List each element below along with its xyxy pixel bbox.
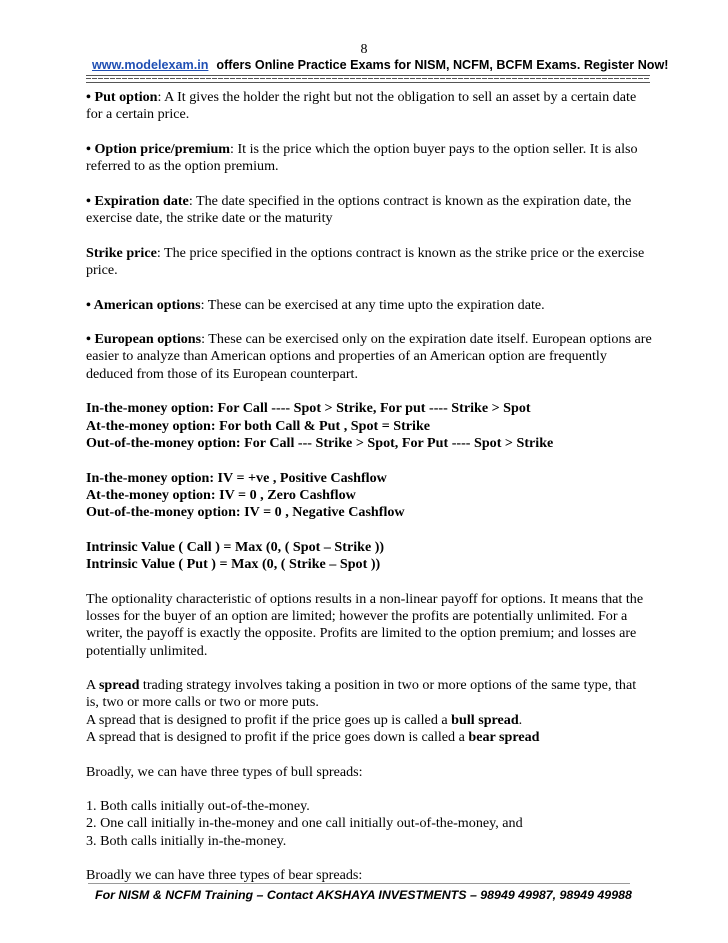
- definition-term: • Option price/premium: [86, 140, 231, 157]
- header-divider: [86, 75, 650, 83]
- site-link[interactable]: www.modelexam.in: [92, 58, 209, 72]
- document-body: [86, 89, 652, 885]
- spread-term: spread: [98, 677, 140, 694]
- definition-term: Strike price: [86, 244, 157, 261]
- intrinsic-value-call: Intrinsic Value ( Call ) = Max (0, ( Spot – Strike )): [86, 538, 385, 555]
- definition-european-options: [86, 331, 652, 383]
- footer-divider: [88, 883, 630, 884]
- intrinsic-value-put: Intrinsic Value ( Put ) = Max (0, ( Strike – Spot )): [86, 556, 381, 573]
- moneyness-otm: Out-of-the-money option: For Call --- Strike > Spot, For Put ---- Spot > Strike: [86, 434, 554, 451]
- definition-term: • American options: [86, 296, 201, 313]
- page-number: 8: [360, 42, 368, 57]
- definition-text: : These can be exercised only on the expiration date itself. European options are easier to analyze than American options and properties of an American option are frequently deduced from those of its European counterpart.: [86, 331, 652, 382]
- definition-text: : The price specified in the options contract is known as the strike price or the exercise price.: [86, 244, 645, 278]
- bull-spread-end: .: [518, 711, 523, 728]
- spread-intro-text: trading strategy involves taking a position in two or more options of the same type, that is, two or more calls or two or more puts.: [86, 677, 637, 711]
- definition-text: : The date specified in the options contract is known as the expiration date, the exercise date, the strike date or the maturity: [86, 192, 632, 227]
- definition-text: : These can be exercised at any time upto the expiration date.: [200, 296, 545, 313]
- header-tagline: offers Online Practice Exams for NISM, NCFM, BCFM Exams. Register Now!: [216, 58, 669, 72]
- list-item: 3. Both calls initially in-the-money.: [86, 832, 287, 849]
- moneyness-atm: At-the-money option: For both Call & Put , Spot = Strike: [86, 417, 431, 434]
- intrinsic-value-block: [86, 539, 652, 574]
- bear-spreads-intro: Broadly we can have three types of bear spreads:: [86, 867, 363, 884]
- definition-term: • Expiration date: [86, 192, 189, 209]
- list-item: 2. One call initially in-the-money and one call initially out-of-the-money, and: [86, 815, 523, 832]
- definition-term: • Put option: [86, 89, 158, 105]
- page-footer: For NISM & NCFM Training – Contact AKSHAYA INVESTMENTS – 98949 49987, 98949 49988: [95, 888, 632, 902]
- moneyness-itm: In-the-money option: For Call ---- Spot > Strike, For put ---- Strike > Spot: [86, 400, 531, 417]
- cashflow-atm: At-the-money option: IV = 0 , Zero Cashflow: [86, 486, 356, 503]
- definition-text: : A It gives the holder the right but not the obligation to sell an asset by a certain date for a certain price.: [86, 89, 637, 123]
- cashflow-otm: Out-of-the-money option: IV = 0 , Negative Cashflow: [86, 504, 405, 521]
- cashflow-block: [86, 470, 652, 522]
- optionality-paragraph: The optionality characteristic of options results in a non-linear payoff for options. It means that the losses for the buyer of an option are limited; however the profits are potentially unlimited. For a writer, the payoff is exactly the opposite. Profits are limited to the option premium; and losses are potentially unlimited.: [86, 590, 644, 659]
- definition-american-options: [86, 297, 652, 314]
- spread-intro-text: A: [86, 677, 99, 694]
- cashflow-itm: In-the-money option: IV = +ve , Positive Cashflow: [86, 469, 387, 486]
- moneyness-block: [86, 400, 652, 452]
- definition-option-price: [86, 141, 652, 176]
- definition-expiration-date: [86, 193, 652, 228]
- bear-spread-term: bear spread: [468, 728, 540, 745]
- bull-spreads-list: [86, 798, 652, 850]
- list-item: 1. Both calls initially out-of-the-money.: [86, 798, 310, 815]
- bull-spreads-intro: Broadly, we can have three types of bull spreads:: [86, 763, 363, 780]
- definition-strike-price: [86, 245, 652, 280]
- page-header: [92, 58, 669, 72]
- bull-spread-term: bull spread: [451, 711, 519, 728]
- spread-block: [86, 677, 652, 746]
- definition-term: • European options: [86, 331, 202, 348]
- bear-spread-text: A spread that is designed to profit if the price goes down is called a: [86, 728, 469, 745]
- bull-spread-text: A spread that is designed to profit if the price goes up is called a: [86, 711, 452, 728]
- definition-text: : It is the price which the option buyer pays to the option seller. It is also referred to as the option premium.: [86, 140, 638, 175]
- definition-put-option: [86, 89, 652, 124]
